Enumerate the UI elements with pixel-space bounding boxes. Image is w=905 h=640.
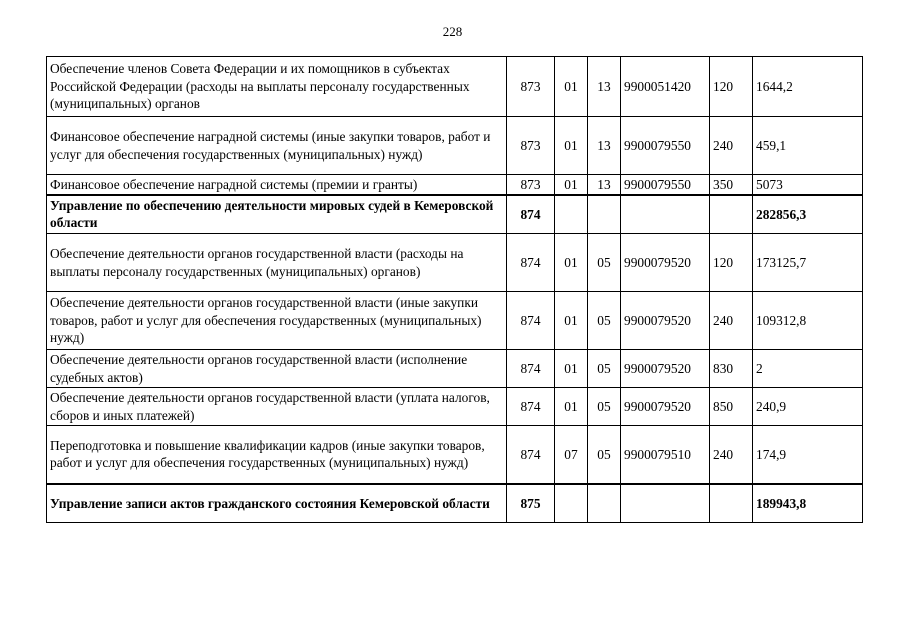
row-admin-code: 874 [507,388,555,426]
row-expense-type: 120 [710,234,753,292]
row-admin-code: 874 [507,426,555,484]
row-name: Обеспечение деятельности органов государственной власти (исполнение судебных актов) [47,350,507,388]
row-expense-type: 830 [710,350,753,388]
row-name: Обеспечение членов Совета Федерации и их помощников в субъектах Российской Федерации (расходы на выплаты персоналу государственных (муниципальных) органов [47,57,507,117]
row-subsection-code: 05 [588,426,621,484]
row-section-code: 07 [555,426,588,484]
row-section-code [555,195,588,234]
table-row-section-header [47,195,863,234]
row-target-article: 9900079520 [621,388,710,426]
row-section-code [555,484,588,523]
budget-table [46,56,863,523]
row-admin-code: 873 [507,175,555,195]
table-row [47,350,863,388]
row-target-article: 9900079550 [621,117,710,175]
row-amount: 174,9 [753,426,863,484]
row-amount: 282856,3 [753,195,863,234]
row-expense-type: 120 [710,57,753,117]
row-admin-code: 874 [507,234,555,292]
row-name: Обеспечение деятельности органов государственной власти (расходы на выплаты персоналу государственных (муниципальных) органов) [47,234,507,292]
row-section-code: 01 [555,117,588,175]
row-amount: 459,1 [753,117,863,175]
row-expense-type: 240 [710,292,753,350]
row-expense-type [710,484,753,523]
row-subsection-code: 05 [588,350,621,388]
row-amount: 189943,8 [753,484,863,523]
row-admin-code: 875 [507,484,555,523]
row-target-article: 9900051420 [621,57,710,117]
row-name: Обеспечение деятельности органов государственной власти (уплата налогов, сборов и иных платежей) [47,388,507,426]
row-admin-code: 874 [507,350,555,388]
table-row [47,426,863,484]
row-name: Обеспечение деятельности органов государственной власти (иные закупки товаров, работ и услуг для обеспечения государственных (муниципальных) нужд) [47,292,507,350]
row-subsection-code: 13 [588,57,621,117]
row-target-article: 9900079520 [621,292,710,350]
row-subsection-code: 05 [588,234,621,292]
row-expense-type: 240 [710,426,753,484]
row-admin-code: 873 [507,117,555,175]
row-target-article: 9900079550 [621,175,710,195]
row-admin-code: 874 [507,195,555,234]
row-target-article: 9900079510 [621,426,710,484]
table-row [47,117,863,175]
table-row [47,57,863,117]
table-row-section-header [47,484,863,523]
row-name: Переподготовка и повышение квалификации кадров (иные закупки товаров, работ и услуг для обеспечения государственных (муниципальных) нужд) [47,426,507,484]
row-admin-code: 873 [507,57,555,117]
row-subsection-code: 13 [588,175,621,195]
row-subsection-code: 05 [588,292,621,350]
table-row [47,175,863,195]
row-name: Управление записи актов гражданского состояния Кемеровской области [47,484,507,523]
row-amount: 5073 [753,175,863,195]
page-number: 228 [442,24,463,39]
row-section-code: 01 [555,292,588,350]
row-section-code: 01 [555,234,588,292]
row-expense-type: 850 [710,388,753,426]
row-target-article [621,484,710,523]
row-subsection-code: 05 [588,388,621,426]
table-row [47,292,863,350]
row-expense-type [710,195,753,234]
row-expense-type: 240 [710,117,753,175]
row-amount: 109312,8 [753,292,863,350]
row-target-article: 9900079520 [621,234,710,292]
row-subsection-code: 13 [588,117,621,175]
row-amount: 2 [753,350,863,388]
row-amount: 173125,7 [753,234,863,292]
table-row [47,388,863,426]
row-name: Финансовое обеспечение наградной системы (иные закупки товаров, работ и услуг для обеспечения государственных (муниципальных) нужд) [47,117,507,175]
row-name: Управление по обеспечению деятельности мировых судей в Кемеровской области [47,195,507,234]
row-section-code: 01 [555,350,588,388]
row-subsection-code [588,195,621,234]
row-admin-code: 874 [507,292,555,350]
row-expense-type: 350 [710,175,753,195]
row-amount: 1644,2 [753,57,863,117]
row-subsection-code [588,484,621,523]
row-section-code: 01 [555,57,588,117]
row-target-article: 9900079520 [621,350,710,388]
row-section-code: 01 [555,388,588,426]
row-target-article [621,195,710,234]
row-section-code: 01 [555,175,588,195]
row-amount: 240,9 [753,388,863,426]
row-name: Финансовое обеспечение наградной системы (премии и гранты) [47,175,507,195]
table-row [47,234,863,292]
